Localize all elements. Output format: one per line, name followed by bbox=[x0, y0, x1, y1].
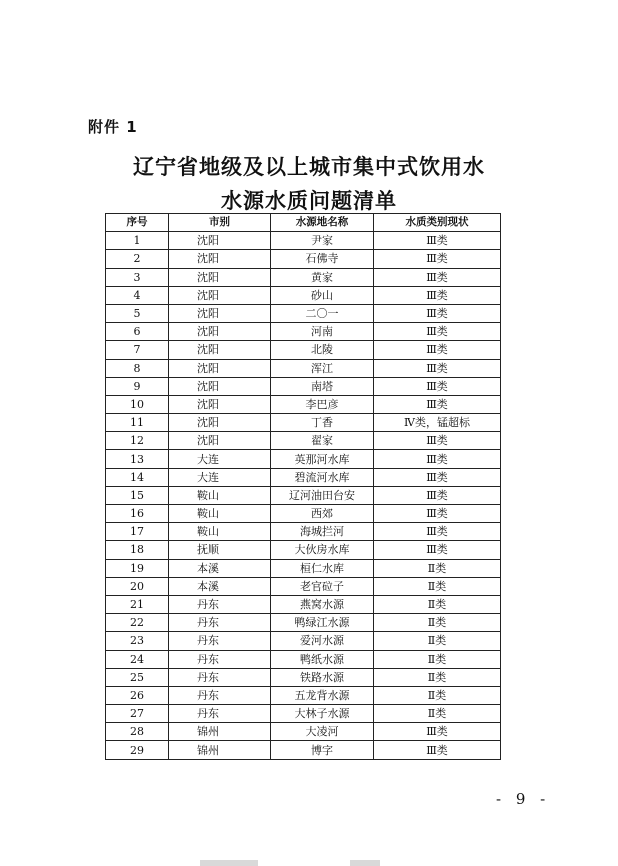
cell-index: 24 bbox=[106, 650, 169, 668]
cell-index: 10 bbox=[106, 395, 169, 413]
table-row bbox=[106, 741, 501, 759]
table-row bbox=[106, 377, 501, 395]
cell-source-name: 黄家 bbox=[271, 268, 374, 286]
cell-source-name: 五龙背水源 bbox=[271, 686, 374, 704]
cell-source-name: 碧流河水库 bbox=[271, 468, 374, 486]
cell-source-name: 北陵 bbox=[271, 341, 374, 359]
table-row bbox=[106, 632, 501, 650]
cell-city: 丹东 bbox=[169, 668, 271, 686]
cell-source-name: 鸭纸水源 bbox=[271, 650, 374, 668]
cell-index: 19 bbox=[106, 559, 169, 577]
cell-source-name: 砂山 bbox=[271, 286, 374, 304]
cell-source-name: 西郊 bbox=[271, 505, 374, 523]
cell-index: 5 bbox=[106, 304, 169, 322]
table-row bbox=[106, 395, 501, 413]
cell-source-name: 爱河水源 bbox=[271, 632, 374, 650]
cell-city: 沈阳 bbox=[169, 323, 271, 341]
cell-quality: Ⅲ类 bbox=[374, 232, 501, 250]
cell-city: 丹东 bbox=[169, 686, 271, 704]
table-row bbox=[106, 650, 501, 668]
cell-index: 29 bbox=[106, 741, 169, 759]
header-source-name: 水源地名称 bbox=[271, 214, 374, 232]
cell-city: 大连 bbox=[169, 468, 271, 486]
table-row bbox=[106, 323, 501, 341]
cell-quality: Ⅱ类 bbox=[374, 650, 501, 668]
cell-city: 沈阳 bbox=[169, 250, 271, 268]
cell-city: 丹东 bbox=[169, 705, 271, 723]
page-number: - 9 - bbox=[496, 790, 551, 808]
cell-index: 3 bbox=[106, 268, 169, 286]
table-row bbox=[106, 686, 501, 704]
cell-quality: Ⅲ类 bbox=[374, 486, 501, 504]
cell-source-name: 翟家 bbox=[271, 432, 374, 450]
cell-quality: Ⅲ类 bbox=[374, 359, 501, 377]
cell-city: 沈阳 bbox=[169, 268, 271, 286]
cell-source-name: 燕窝水源 bbox=[271, 595, 374, 613]
table-row bbox=[106, 468, 501, 486]
cell-source-name: 河南 bbox=[271, 323, 374, 341]
cell-quality: Ⅱ类 bbox=[374, 668, 501, 686]
cell-index: 12 bbox=[106, 432, 169, 450]
table-row bbox=[106, 304, 501, 322]
cell-source-name: 桓仁水库 bbox=[271, 559, 374, 577]
attachment-label: 附件 1 bbox=[88, 118, 138, 136]
cell-source-name: 大凌河 bbox=[271, 723, 374, 741]
table-row bbox=[106, 432, 501, 450]
table-row bbox=[106, 541, 501, 559]
table-row bbox=[106, 268, 501, 286]
cell-quality: Ⅲ类 bbox=[374, 395, 501, 413]
cell-quality: Ⅲ类 bbox=[374, 323, 501, 341]
cell-quality: Ⅱ类 bbox=[374, 577, 501, 595]
cell-city: 丹东 bbox=[169, 595, 271, 613]
cell-source-name: 铁路水源 bbox=[271, 668, 374, 686]
table-row bbox=[106, 359, 501, 377]
cell-quality: Ⅲ类 bbox=[374, 268, 501, 286]
header-index: 序号 bbox=[106, 214, 169, 232]
cell-source-name: 英那河水库 bbox=[271, 450, 374, 468]
cell-index: 22 bbox=[106, 614, 169, 632]
cell-index: 6 bbox=[106, 323, 169, 341]
cell-quality: Ⅱ类 bbox=[374, 632, 501, 650]
table-header-row bbox=[106, 214, 501, 232]
cell-city: 丹东 bbox=[169, 632, 271, 650]
cell-index: 28 bbox=[106, 723, 169, 741]
page-title-line-2: 水源水质问题清单 bbox=[221, 188, 397, 213]
table-row bbox=[106, 723, 501, 741]
cell-index: 13 bbox=[106, 450, 169, 468]
cell-quality: Ⅲ类 bbox=[374, 523, 501, 541]
cell-index: 18 bbox=[106, 541, 169, 559]
cell-quality: Ⅲ类 bbox=[374, 723, 501, 741]
cell-source-name: 南塔 bbox=[271, 377, 374, 395]
table-row bbox=[106, 523, 501, 541]
table-row bbox=[106, 341, 501, 359]
cell-quality: Ⅲ类 bbox=[374, 468, 501, 486]
cell-source-name: 石佛寺 bbox=[271, 250, 374, 268]
cell-quality: Ⅳ类，锰超标 bbox=[374, 414, 501, 432]
cell-quality: Ⅲ类 bbox=[374, 432, 501, 450]
table-row bbox=[106, 668, 501, 686]
water-source-table bbox=[105, 213, 501, 760]
cell-city: 鞍山 bbox=[169, 486, 271, 504]
cell-city: 沈阳 bbox=[169, 304, 271, 322]
cell-source-name: 李巴彦 bbox=[271, 395, 374, 413]
table-row bbox=[106, 577, 501, 595]
cell-city: 鞍山 bbox=[169, 505, 271, 523]
cell-source-name: 鸭绿江水源 bbox=[271, 614, 374, 632]
table-row bbox=[106, 450, 501, 468]
cell-city: 鞍山 bbox=[169, 523, 271, 541]
cell-index: 16 bbox=[106, 505, 169, 523]
cell-source-name: 二〇一 bbox=[271, 304, 374, 322]
cell-index: 1 bbox=[106, 232, 169, 250]
cell-quality: Ⅲ类 bbox=[374, 304, 501, 322]
cell-source-name: 老官砬子 bbox=[271, 577, 374, 595]
table-row bbox=[106, 614, 501, 632]
table-row bbox=[106, 486, 501, 504]
cell-city: 本溪 bbox=[169, 577, 271, 595]
table-row bbox=[106, 505, 501, 523]
cell-city: 沈阳 bbox=[169, 432, 271, 450]
cell-quality: Ⅲ类 bbox=[374, 505, 501, 523]
cell-quality: Ⅲ类 bbox=[374, 341, 501, 359]
cell-city: 沈阳 bbox=[169, 341, 271, 359]
table-row bbox=[106, 705, 501, 723]
cell-index: 27 bbox=[106, 705, 169, 723]
cell-index: 2 bbox=[106, 250, 169, 268]
table-row bbox=[106, 559, 501, 577]
cell-quality: Ⅱ类 bbox=[374, 686, 501, 704]
header-city: 市别 bbox=[169, 214, 271, 232]
cell-quality: Ⅲ类 bbox=[374, 450, 501, 468]
cell-quality: Ⅲ类 bbox=[374, 741, 501, 759]
cell-city: 沈阳 bbox=[169, 377, 271, 395]
cell-quality: Ⅲ类 bbox=[374, 377, 501, 395]
cell-city: 丹东 bbox=[169, 650, 271, 668]
cell-source-name: 海城拦河 bbox=[271, 523, 374, 541]
table-row bbox=[106, 232, 501, 250]
cell-quality: Ⅱ类 bbox=[374, 595, 501, 613]
cell-city: 抚顺 bbox=[169, 541, 271, 559]
table-row bbox=[106, 414, 501, 432]
cell-city: 锦州 bbox=[169, 741, 271, 759]
cell-index: 20 bbox=[106, 577, 169, 595]
cell-city: 沈阳 bbox=[169, 359, 271, 377]
cell-index: 4 bbox=[106, 286, 169, 304]
cell-index: 14 bbox=[106, 468, 169, 486]
cell-quality: Ⅲ类 bbox=[374, 286, 501, 304]
cell-source-name: 大林子水源 bbox=[271, 705, 374, 723]
table-row bbox=[106, 595, 501, 613]
cell-city: 沈阳 bbox=[169, 395, 271, 413]
cell-source-name: 辽河油田台安 bbox=[271, 486, 374, 504]
cell-index: 17 bbox=[106, 523, 169, 541]
cell-index: 9 bbox=[106, 377, 169, 395]
cell-quality: Ⅱ类 bbox=[374, 705, 501, 723]
cell-city: 沈阳 bbox=[169, 414, 271, 432]
cell-index: 21 bbox=[106, 595, 169, 613]
cell-quality: Ⅱ类 bbox=[374, 614, 501, 632]
table-row bbox=[106, 286, 501, 304]
cell-index: 23 bbox=[106, 632, 169, 650]
cell-quality: Ⅲ类 bbox=[374, 541, 501, 559]
cell-index: 26 bbox=[106, 686, 169, 704]
cell-city: 本溪 bbox=[169, 559, 271, 577]
scan-mark-left bbox=[200, 860, 258, 866]
cell-index: 11 bbox=[106, 414, 169, 432]
cell-city: 沈阳 bbox=[169, 232, 271, 250]
cell-quality: Ⅱ类 bbox=[374, 559, 501, 577]
header-quality: 水质类别现状 bbox=[374, 214, 501, 232]
cell-index: 8 bbox=[106, 359, 169, 377]
cell-city: 沈阳 bbox=[169, 286, 271, 304]
cell-index: 25 bbox=[106, 668, 169, 686]
cell-index: 7 bbox=[106, 341, 169, 359]
cell-source-name: 尹家 bbox=[271, 232, 374, 250]
cell-city: 丹东 bbox=[169, 614, 271, 632]
cell-quality: Ⅲ类 bbox=[374, 250, 501, 268]
scan-mark-right bbox=[350, 860, 380, 866]
cell-source-name: 丁香 bbox=[271, 414, 374, 432]
cell-source-name: 大伙房水库 bbox=[271, 541, 374, 559]
cell-source-name: 博字 bbox=[271, 741, 374, 759]
cell-source-name: 浑江 bbox=[271, 359, 374, 377]
table-row bbox=[106, 250, 501, 268]
page-title-line-1: 辽宁省地级及以上城市集中式饮用水 bbox=[133, 154, 485, 179]
cell-city: 锦州 bbox=[169, 723, 271, 741]
cell-index: 15 bbox=[106, 486, 169, 504]
cell-city: 大连 bbox=[169, 450, 271, 468]
